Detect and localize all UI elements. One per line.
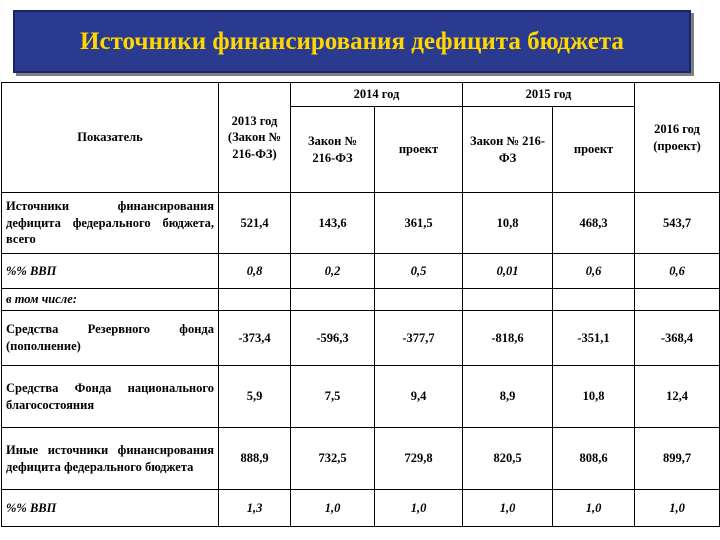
header-2014-project: проект xyxy=(375,107,463,193)
cell-value: 888,9 xyxy=(219,428,291,490)
cell-value: 7,5 xyxy=(291,366,375,428)
cell-value: 10,8 xyxy=(463,193,553,254)
cell-value: 10,8 xyxy=(553,366,635,428)
table-row xyxy=(2,193,720,254)
row-label: в том числе: xyxy=(2,289,219,311)
table-row xyxy=(2,254,720,289)
header-2015-law: Закон № 216-ФЗ xyxy=(463,107,553,193)
table-row xyxy=(2,490,720,527)
cell-value: 732,5 xyxy=(291,428,375,490)
cell-value xyxy=(219,289,291,311)
cell-value: -596,3 xyxy=(291,311,375,366)
cell-value: 0,8 xyxy=(219,254,291,289)
cell-value: 1,3 xyxy=(219,490,291,527)
cell-value xyxy=(291,289,375,311)
cell-value: 521,4 xyxy=(219,193,291,254)
header-indicator: Показатель xyxy=(2,83,219,193)
cell-value: -377,7 xyxy=(375,311,463,366)
row-label: %% ВВП xyxy=(2,490,219,527)
table-row xyxy=(2,366,720,428)
cell-value xyxy=(463,289,553,311)
cell-value: -373,4 xyxy=(219,311,291,366)
page-title: Источники финансирования дефицита бюджета xyxy=(80,27,624,55)
cell-value: 9,4 xyxy=(375,366,463,428)
cell-value: 543,7 xyxy=(635,193,720,254)
header-2013: 2013 год (Закон № 216-ФЗ) xyxy=(219,83,291,193)
header-2015-project: проект xyxy=(553,107,635,193)
row-label: Средства Фонда национального благосостояния xyxy=(2,366,219,428)
cell-value: 1,0 xyxy=(291,490,375,527)
cell-value: 0,6 xyxy=(553,254,635,289)
cell-value: 8,9 xyxy=(463,366,553,428)
header-2014-law: Закон № 216-ФЗ xyxy=(291,107,375,193)
cell-value: -368,4 xyxy=(635,311,720,366)
row-label: %% ВВП xyxy=(2,254,219,289)
cell-value xyxy=(375,289,463,311)
table-row xyxy=(2,311,720,366)
cell-value: 0,2 xyxy=(291,254,375,289)
cell-value xyxy=(553,289,635,311)
row-label: Иные источники финансирования дефицита федерального бюджета xyxy=(2,428,219,490)
cell-value: -351,1 xyxy=(553,311,635,366)
table-row xyxy=(2,289,720,311)
row-label: Средства Резервного фонда (пополнение) xyxy=(2,311,219,366)
cell-value: 12,4 xyxy=(635,366,720,428)
cell-value: 0,5 xyxy=(375,254,463,289)
cell-value: 1,0 xyxy=(553,490,635,527)
title-banner xyxy=(13,10,691,73)
table-row xyxy=(2,428,720,490)
header-2014: 2014 год xyxy=(291,83,463,107)
cell-value: 468,3 xyxy=(553,193,635,254)
cell-value: 729,8 xyxy=(375,428,463,490)
cell-value: 1,0 xyxy=(375,490,463,527)
header-2016: 2016 год (проект) xyxy=(635,83,720,193)
cell-value: 1,0 xyxy=(635,490,720,527)
cell-value: 0,6 xyxy=(635,254,720,289)
cell-value: 899,7 xyxy=(635,428,720,490)
budget-deficit-table xyxy=(1,82,720,527)
cell-value: 808,6 xyxy=(553,428,635,490)
cell-value: 1,0 xyxy=(463,490,553,527)
cell-value: 5,9 xyxy=(219,366,291,428)
cell-value: 361,5 xyxy=(375,193,463,254)
row-label: Источники финансирования дефицита федерального бюджета, всего xyxy=(2,193,219,254)
cell-value: 143,6 xyxy=(291,193,375,254)
header-2015: 2015 год xyxy=(463,83,635,107)
cell-value: 0,01 xyxy=(463,254,553,289)
cell-value: 820,5 xyxy=(463,428,553,490)
cell-value: -818,6 xyxy=(463,311,553,366)
cell-value xyxy=(635,289,720,311)
